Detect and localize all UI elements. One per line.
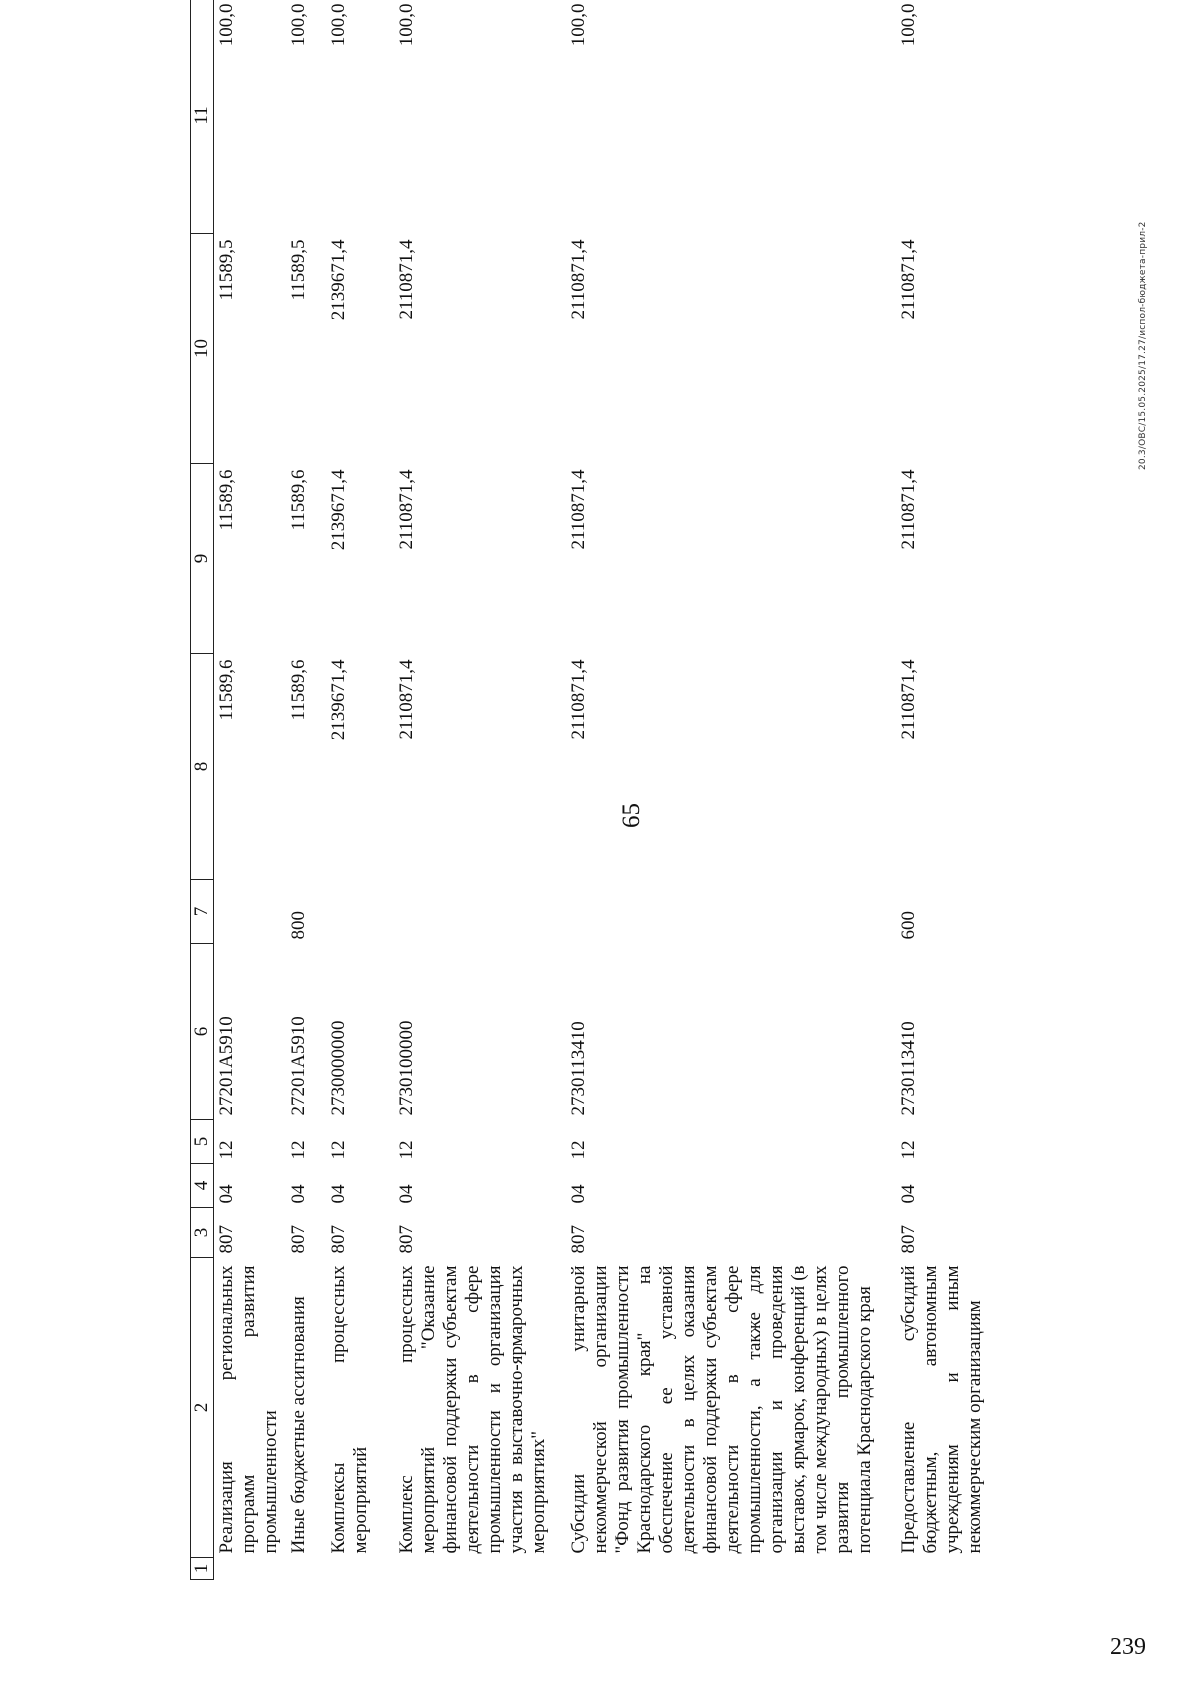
cell-c6: 2730113410 — [898, 1021, 919, 1116]
row-name: Комплекс процессных мероприятий "Оказание финансовой поддержки субъектам деятельности в сфере промышленности и организация участия в выставочно-ярмарочных мероприятиях" — [396, 1265, 549, 1554]
cell-c11: 100,0 — [328, 3, 349, 47]
cell-c7: 800 — [288, 911, 309, 940]
cell-c5: 12 — [568, 1140, 589, 1160]
cell-c10: 2110871,4 — [568, 239, 589, 320]
col-header-7: 7 — [191, 880, 214, 944]
cell-c8: 11589,6 — [288, 659, 309, 721]
cell-c4: 04 — [288, 1184, 309, 1204]
cell-c9: 11589,6 — [288, 469, 309, 531]
cell-c3: 807 — [568, 1225, 589, 1254]
cell-c5: 12 — [328, 1140, 349, 1160]
col-header-4: 4 — [191, 1164, 214, 1208]
cell-c6: 27201А5910 — [216, 1016, 237, 1116]
cell-c11: 100,0 — [288, 3, 309, 47]
page-number: 65 — [618, 803, 645, 828]
cell-c8: 11589,6 — [216, 659, 237, 721]
cell-c7 — [566, 880, 896, 944]
cell-c6: 27201А5910 — [288, 1016, 309, 1116]
cell-c10: 2110871,4 — [898, 239, 919, 320]
cell-c5: 12 — [898, 1140, 919, 1160]
row-name: Комплексы процессных мероприятий — [328, 1265, 371, 1554]
cell-c7 — [214, 880, 287, 944]
cell-c6: 2730113410 — [568, 1021, 589, 1116]
cell-c4: 04 — [898, 1184, 919, 1204]
col-header-1: 1 — [191, 1558, 214, 1580]
cell-c8: 2110871,4 — [568, 659, 589, 740]
cell-c6: 2730100000 — [396, 1020, 417, 1116]
cell-c10: 2139671,4 — [328, 239, 349, 321]
col-header-9: 9 — [191, 464, 214, 654]
cell-c11: 100,0 — [216, 3, 237, 47]
row-name: Реализация региональных программ развития промышленности — [216, 1265, 281, 1554]
cell-c5: 12 — [288, 1140, 309, 1160]
col-header-8: 8 — [191, 654, 214, 880]
cell-c7 — [394, 880, 566, 944]
cell-c3: 807 — [396, 1225, 417, 1254]
header-row — [191, 0, 214, 1580]
cell-c9: 2110871,4 — [568, 469, 589, 550]
col-header-3: 3 — [191, 1208, 214, 1258]
cell-c9: 2139671,4 — [328, 469, 349, 551]
cell-c9: 2110871,4 — [898, 469, 919, 550]
budget-table — [190, 0, 1006, 1580]
cell-c6: 2730000000 — [328, 1020, 349, 1116]
table-row — [286, 0, 326, 1580]
row-name: Иные бюджетные ассигнования — [288, 1296, 309, 1554]
cell-c7: 600 — [898, 911, 919, 940]
cell-c5: 12 — [396, 1140, 417, 1160]
cell-c10: 2110871,4 — [396, 239, 417, 320]
table-row — [566, 0, 896, 1580]
col-header-2: 2 — [191, 1258, 214, 1558]
table-row — [394, 0, 566, 1580]
col-header-6: 6 — [191, 944, 214, 1120]
cell-c4: 04 — [328, 1184, 349, 1204]
cell-c8: 2110871,4 — [396, 659, 417, 740]
cell-c8: 2110871,4 — [898, 659, 919, 740]
cell-c11: 100,0 — [396, 3, 417, 47]
document-stamp: 20.3/ОВС/15.05.2025/17.27/испол-бюджета-прил-2 — [1138, 221, 1148, 470]
sheet-number: 239 — [1110, 1634, 1146, 1660]
cell-c3: 807 — [216, 1225, 237, 1254]
cell-c4: 04 — [396, 1184, 417, 1204]
table-row — [896, 0, 1006, 1580]
cell-c3: 807 — [898, 1225, 919, 1254]
cell-c9: 11589,6 — [216, 469, 237, 531]
row-name: Предоставление субсидий бюджетным, автономным учреждениям и иным некоммерческим организациям — [898, 1265, 985, 1554]
rotated-page — [190, 0, 1190, 1580]
cell-c9: 2110871,4 — [396, 469, 417, 550]
col-header-10: 10 — [191, 234, 214, 464]
table-row — [326, 0, 394, 1580]
cell-c7 — [326, 880, 394, 944]
cell-c8: 2139671,4 — [328, 659, 349, 741]
cell-c3: 807 — [328, 1225, 349, 1254]
cell-c4: 04 — [568, 1184, 589, 1204]
cell-c3: 807 — [288, 1225, 309, 1254]
cell-c10: 11589,5 — [288, 239, 309, 301]
col-header-5: 5 — [191, 1120, 214, 1164]
cell-c5: 12 — [216, 1140, 237, 1160]
col-header-11: 11 — [191, 0, 214, 234]
row-name: Субсидии унитарной некоммерческой организации "Фонд развития промышленности Краснодарского края" на обеспечение ее уставной деятельности в целях оказания финансовой поддержки субъектам деятельности в сфере промышленности, а также для организации и проведения выставок, ярмарок, конференций (в том числе международных) в целях развития промышленного потенциала Краснодарского края — [568, 1265, 875, 1554]
cell-c11: 100,0 — [568, 3, 589, 47]
cell-c11: 100,0 — [898, 3, 919, 47]
cell-c10: 11589,5 — [216, 239, 237, 301]
table-row — [214, 0, 287, 1580]
cell-c4: 04 — [216, 1184, 237, 1204]
